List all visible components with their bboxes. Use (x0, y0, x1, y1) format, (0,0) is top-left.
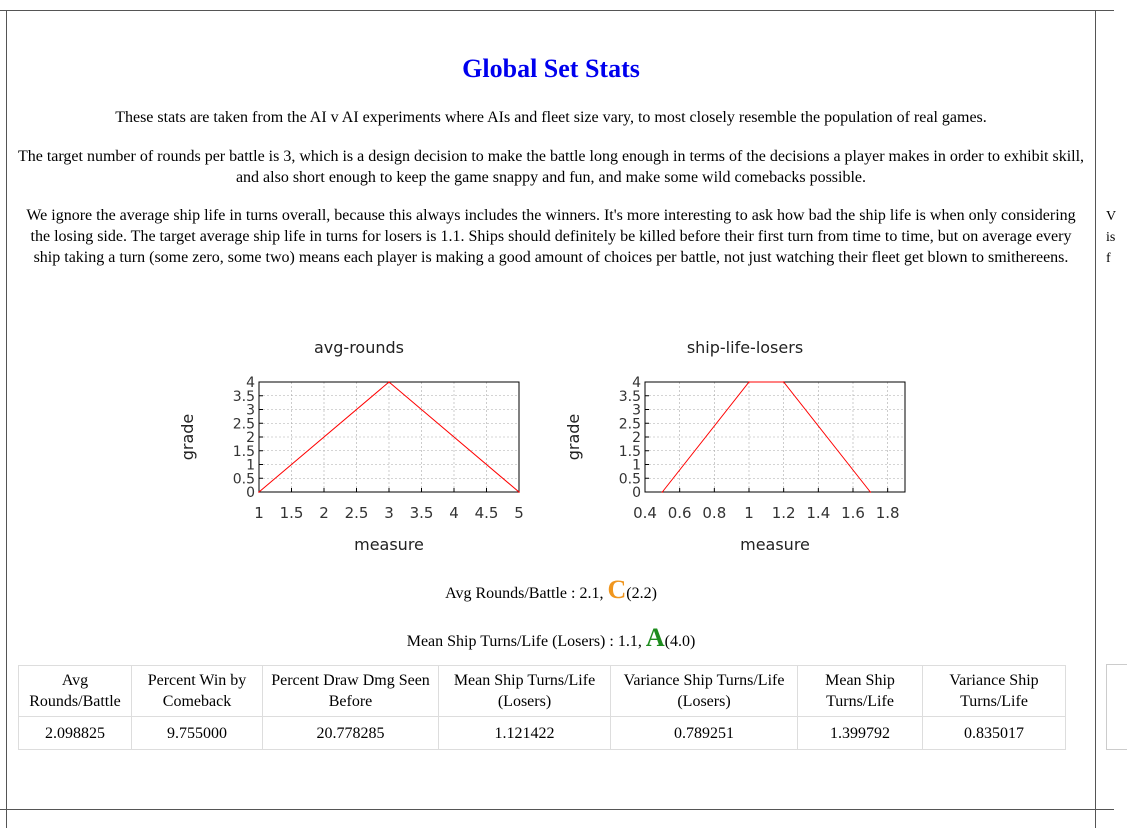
table-header-row (19, 666, 1066, 717)
x-tick-label: 4 (449, 504, 459, 522)
y-tick-label: 0.5 (618, 471, 641, 488)
y-tick-label: 3.5 (618, 388, 641, 405)
col-header: Avg Rounds/Battle (19, 666, 132, 717)
chart-svg (549, 323, 919, 563)
x-tick-label: 1.5 (279, 504, 304, 522)
y-axis-label: grade (178, 413, 197, 461)
clipped-text-2: is (1106, 230, 1116, 245)
grade-letter: C (607, 575, 627, 604)
grade-letter: A (645, 623, 665, 652)
grade-label: Mean Ship Turns/Life (Losers) : 1.1, (406, 633, 646, 650)
y-tick-label: 4 (246, 375, 255, 391)
data-point (783, 381, 785, 383)
clipped-text-1: V (1106, 209, 1117, 224)
table-cell: 2.098825 (19, 717, 132, 750)
grade-score: (2.2) (626, 585, 657, 602)
data-point (258, 491, 260, 493)
y-tick-label: 0 (246, 485, 255, 501)
page-title: Global Set Stats (462, 54, 640, 83)
y-tick-label: 3.5 (232, 388, 255, 405)
x-tick-label: 1.8 (875, 504, 900, 522)
chart-svg (163, 323, 533, 563)
x-tick-label: 0.6 (667, 504, 692, 522)
col-header: Mean Ship Turns/Life (798, 666, 923, 717)
x-tick-label: 1.6 (841, 504, 865, 522)
table-cell: 1.399792 (798, 717, 923, 750)
y-tick-label: 2 (632, 430, 641, 446)
col-header: Percent Draw Dmg Seen Before (263, 666, 439, 717)
y-tick-label: 3 (246, 402, 255, 419)
y-tick-label: 4 (632, 375, 641, 391)
data-point (748, 381, 750, 383)
ship-life-paragraph: We ignore the average ship life in turns overall, because this always includes the winners. It's more interesting to ask how bad the ship life is when only considering the losing side. The target average ship life in turns for losers is 1.1. Ships should definitely be killed before their first turn from time to time, but on average every ship taking a turn (some zero, some two) means each player is making a good amount of choices per battle, not just watching their fleet get blown to smithereens. (26, 207, 1076, 266)
y-tick-label: 2.5 (618, 416, 641, 433)
data-point (388, 381, 390, 383)
table-cell: 0.789251 (611, 717, 798, 750)
grade-ship-life (7, 623, 1095, 653)
table-row (19, 717, 1066, 750)
y-tick-label: 0 (632, 485, 641, 501)
x-axis-label: measure (354, 535, 424, 554)
x-tick-label: 1.4 (806, 504, 831, 522)
col-header: Variance Ship Turns/Life (923, 666, 1066, 717)
col-header: Variance Ship Turns/Life (Losers) (611, 666, 798, 717)
grade-score: (4.0) (664, 633, 696, 650)
rounds-paragraph: The target number of rounds per battle is 3, which is a design decision to make the battle long enough in terms of the decisions a player makes in order to exhibit skill, and also short enough to keep the game snappy and fun, and make some wild comebacks possible. (17, 148, 1085, 186)
col-header: Percent Win by Comeback (132, 666, 263, 717)
y-tick-label: 2.5 (232, 416, 255, 433)
table-cell: 20.778285 (263, 717, 439, 750)
frame-bottom-border (0, 809, 1114, 810)
y-axis-label: grade (564, 413, 583, 461)
x-tick-label: 3.5 (409, 504, 434, 522)
frame-right-border (1095, 10, 1096, 828)
table-cell: 9.755000 (132, 717, 263, 750)
x-axis-label: measure (740, 535, 810, 554)
x-tick-label: 0.8 (702, 504, 727, 522)
grade-avg-rounds (7, 575, 1095, 605)
grade-label: Avg Rounds/Battle : 2.1, (445, 585, 608, 602)
x-tick-label: 5 (514, 504, 524, 522)
col-header: Mean Ship Turns/Life (Losers) (439, 666, 611, 717)
x-tick-label: 3 (384, 504, 394, 522)
table-cell: 0.835017 (923, 717, 1066, 750)
chart-ship-life-losers (549, 323, 919, 563)
chart-title: ship-life-losers (686, 338, 804, 357)
data-point (518, 491, 520, 493)
intro-paragraph: These stats are taken from the AI v AI experiments where AIs and fleet size vary, to most closely resemble the population of real games. (115, 109, 987, 126)
x-tick-label: 2 (319, 504, 329, 522)
y-tick-label: 0.5 (232, 471, 255, 488)
y-tick-label: 1.5 (618, 443, 641, 460)
x-tick-label: 0.4 (633, 504, 657, 522)
y-tick-label: 1 (632, 457, 641, 474)
frame-left-border (6, 10, 7, 828)
clipped-table-edge (1106, 664, 1127, 750)
x-tick-label: 1 (744, 504, 754, 522)
clipped-text-3: f (1106, 251, 1111, 266)
y-tick-label: 1.5 (232, 443, 255, 460)
chart-avg-rounds (163, 323, 533, 563)
x-tick-label: 2.5 (344, 504, 369, 522)
data-point (870, 491, 872, 493)
stats-table (18, 665, 1066, 750)
frame-top-border (0, 10, 1114, 11)
x-tick-label: 4.5 (474, 504, 499, 522)
x-tick-label: 1.2 (771, 504, 796, 522)
y-tick-label: 2 (246, 430, 255, 446)
table-cell: 1.121422 (439, 717, 611, 750)
y-tick-label: 3 (632, 402, 641, 419)
chart-title: avg-rounds (314, 338, 404, 357)
x-tick-label: 1 (254, 504, 264, 522)
y-tick-label: 1 (246, 457, 255, 474)
data-point (662, 491, 664, 493)
